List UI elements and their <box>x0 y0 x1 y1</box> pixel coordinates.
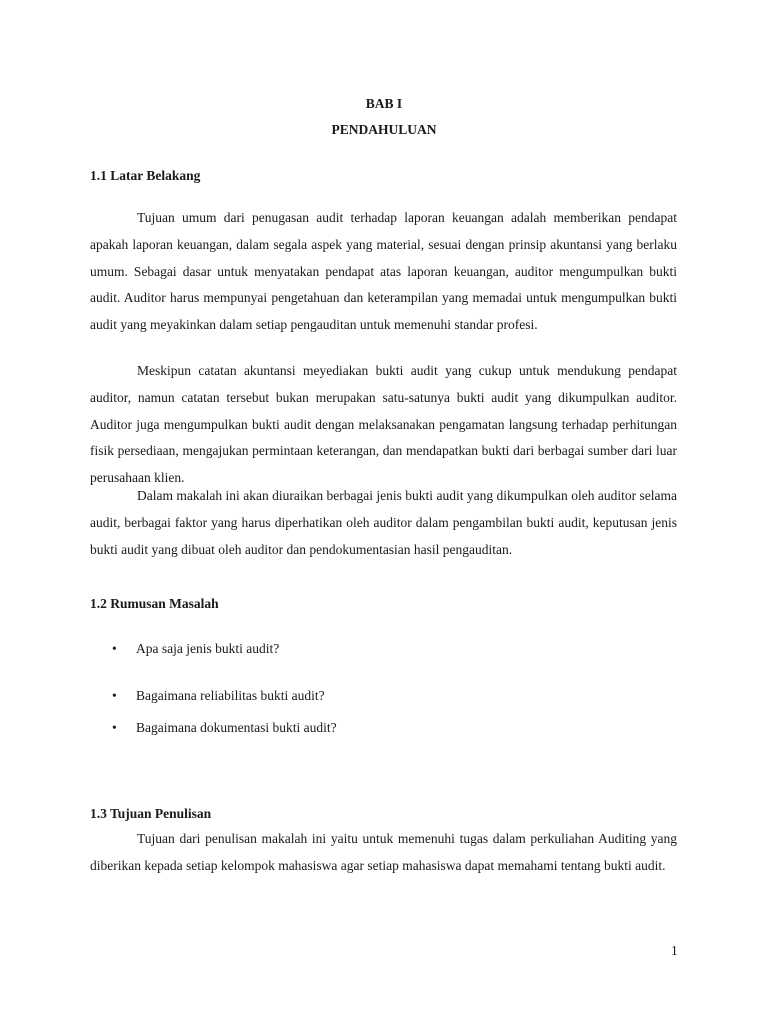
chapter-title: PENDAHULUAN <box>331 122 437 137</box>
paragraph-tujuan-penulisan: Tujuan dari penulisan makalah ini yaitu untuk memenuhi tugas dalam perkuliahan Auditing yang diberikan kepada setiap kelompok mahasiswa agar setiap mahasiswa dapat memahami tentang bukti audit. <box>90 831 677 873</box>
paragraph-latar-belakang-2: Meskipun catatan akuntansi meyediakan bukti audit yang cukup untuk mendukung pendapat auditor, namun catatan tersebut bukan merupakan satu-satunya bukti audit yang dikumpulkan auditor. Auditor juga mengumpulkan bukti audit dengan melaksanakan pengamatan langsung terhadap perhitungan fisik persediaan, mengajukan permintaan keterangan, dan mendapatkan bukti dari berbagai sumber dari luar perusahaan klien. <box>90 363 677 486</box>
section-heading-rumusan-masalah: 1.2 Rumusan Masalah <box>90 596 219 611</box>
list-item-text: Apa saja jenis bukti audit? <box>136 641 280 656</box>
section-heading-latar-belakang: 1.1 Latar Belakang <box>90 168 201 183</box>
list-item-text: Bagaimana dokumentasi bukti audit? <box>136 720 337 735</box>
section-heading-tujuan-penulisan: 1.3 Tujuan Penulisan <box>90 806 212 821</box>
bullet-icon: • <box>112 688 117 703</box>
bullet-icon: • <box>112 720 117 735</box>
chapter-number: BAB I <box>365 96 403 111</box>
page-number: 1 <box>671 943 678 958</box>
bullet-icon: • <box>112 641 117 656</box>
list-item-text: Bagaimana reliabilitas bukti audit? <box>136 688 325 703</box>
paragraph-latar-belakang-3: Dalam makalah ini akan diuraikan berbagai jenis bukti audit yang dikumpulkan oleh auditor selama audit, berbagai faktor yang harus diperhatikan oleh auditor dalam pengambilan bukti audit, keputusan jenis bukti audit yang dibuat oleh auditor dan pendokumentasian hasil pengauditan. <box>90 488 677 557</box>
paragraph-latar-belakang-1: Tujuan umum dari penugasan audit terhadap laporan keuangan adalah memberikan pendapat apakah laporan keuangan, dalam segala aspek yang material, sesuai dengan prinsip akuntansi yang berlaku umum. Sebagai dasar untuk menyatakan pendapat atas laporan keuangan, auditor mengumpulkan bukti audit. Auditor harus mempunyai pengetahuan dan keterampilan yang memadai untuk mengumpulkan bukti audit yang meyakinkan dalam setiap pengauditan untuk memenuhi standar profesi. <box>90 210 677 333</box>
